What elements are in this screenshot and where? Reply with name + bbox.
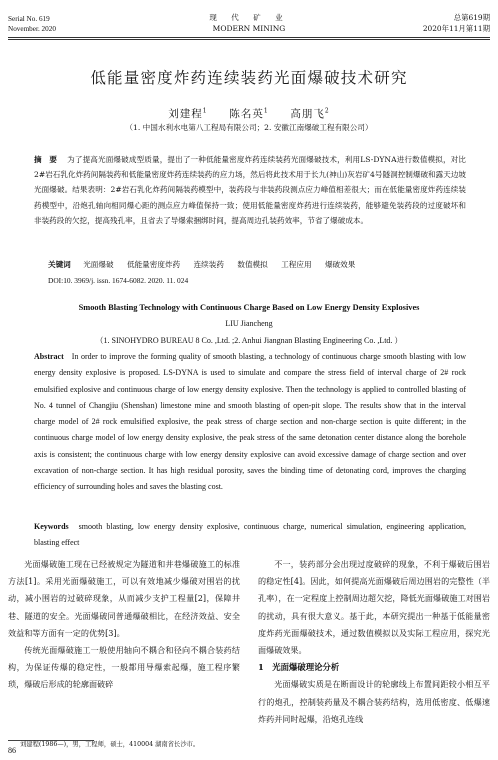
paper-title-cn: 低能量密度炸药连续装药光面爆破技术研究 (90, 69, 408, 87)
keywords-label-cn: 关键词 (48, 260, 71, 269)
body-paragraph: 不一，装药部分会出现过度破碎的现象，不利于爆破后围岩的稳定性[4]。因此，如何提高光面爆破后周边围岩的完整性（半孔率），在一定程度上控制周边超欠挖，降低光面爆破施工对围岩的扰动，具有很大意义。基于此，本研究提出一种基于低能量密度炸药光面爆破技术，通过数值模拟以及实际工程应用，探究光面爆破效果。 (258, 559, 490, 656)
affiliation-cn: （1. 中国水利水电第八工程局有限公司；2. 安徽江南爆破工程有限公司） (125, 123, 373, 132)
abstract-text-cn: 为了提高光面爆破成型质量，提出了一种低能量密度炸药连续装药光面爆破技术，利用LS-DYNA进行数值模拟，对比2#岩石乳化炸药间隔装药和低能量密度炸药连续装药的应力场，然后将此技术用于长九(神山)灰岩矿4号隧洞控制爆破和露天边坡光面爆破。结果表明：2#岩石乳化炸药间隔装药模型中，装药段与非装药段测点应力峰值相差很大；而在低能量密度炸药连续装药模型中，沿炮孔轴向相同爆心距的测点应力峰值保持一致；使用低能量密度炸药进行连续装药，能够避免装药段的过度破坏和非装药段的欠挖，提高残孔率，且省去了导爆索捆绑时间，提高周边孔装药效率，节省了爆破成本。 (34, 155, 467, 225)
body-paragraph: 传统光面爆破施工一般使用轴向不耦合和径向不耦合装药结构，为保证传爆的稳定性，一般都用导爆索起爆，施工程序繁琐，爆破后形成的轮廓面破碎 (8, 645, 240, 690)
section-heading: 1 光面爆破理论分析 (258, 662, 340, 673)
keyword: 连续装药 (193, 260, 224, 269)
body-column-right (258, 556, 490, 728)
keyword: 低能量密度炸药 (127, 260, 181, 269)
running-header-right (423, 12, 490, 34)
journal-name-en: MODERN MINING (212, 24, 286, 33)
abstract-label-en: Abstract (34, 352, 64, 361)
author-footnote: 刘建程(1986—)，男，工程师，硕士，410004 湖南省长沙市。 (20, 741, 200, 748)
author-name: 高朋飞 (290, 108, 325, 120)
page-number: 86 (8, 746, 16, 755)
issue-date-en: November. 2020 (8, 25, 56, 33)
author-name: 陈名英 (229, 108, 264, 120)
issue-number-cn: 总第619期 (453, 13, 490, 22)
keyword: 爆破效果 (324, 260, 356, 269)
serial-number: Serial No. 619 (8, 15, 50, 23)
abstract-cn (34, 152, 466, 228)
doi-link[interactable]: DOI:10. 3969/j. issn. 1674-6082. 2020. 11. 024 (48, 276, 189, 285)
issue-date-cn: 2020年11月第11期 (422, 24, 490, 33)
paper-title-en: Smooth Blasting Technology with Continuous Charge Based on Low Energy Density Explosives (78, 303, 420, 312)
abstract-en (34, 349, 466, 496)
keywords-label-en: Keywords (34, 522, 69, 531)
header-divider-thin (8, 39, 490, 40)
abstract-label-cn: 摘 要 (34, 155, 58, 164)
keyword: 工程应用 (281, 260, 312, 269)
keyword: 光面爆破 (83, 260, 114, 269)
body-column-left (8, 556, 240, 694)
keyword: 数值模拟 (237, 260, 268, 269)
keywords-text-en: smooth blasting, low energy density explosive, continuous charge, numerical simulation, engineering application, blasting effect (34, 522, 466, 547)
abstract-text-en: In order to improve the forming quality of smooth blasting, a technology of continuous charge smooth blasting with low energy density explosive is proposed. LS-DYNA is used to simulate and compare the stress field of interval charge of 2# rock emulsified explosive and continuous charge of low energy density explosive. Then the technology is applied to controlled blasting of No. 4 tunnel of Changjiu (Shenshan) limestone mine and smooth blasting of open-pit slope. The results show that in the interval charge model of 2# rock emulsified explosive, the peak stress of charge section and non-charge section is quite different; in the continuous charge model of low energy density explosive, the peak stress of the same detonation center distance along the borehole axis is consistent; the continuous charge with low energy density explosive can avoid excessive damage of charge section and over excavation of non-charge section. It has high residual porosity, saves the binding time of detonating cord, improves the charging efficiency of surrounding holes and saves the blasting cost. (34, 352, 466, 492)
affiliation-en: （1. SINOHYDRO BUREAU 8 Co. ,Ltd. ;2. Anhui Jiangnan Blasting Engineering Co. ,Ltd. ） (95, 336, 403, 345)
author-name-en: LIU Jiancheng (225, 319, 273, 328)
header-divider (8, 37, 490, 38)
body-paragraph: 光面爆破实质是在断面设计的轮廓线上布置间距较小相互平行的炮孔，控制装药量及不耦合装药结构，选用低密度、低爆速炸药并同时起爆，沿炮孔连线 (258, 679, 490, 724)
keywords-cn (48, 259, 366, 270)
author-name: 刘建程 (168, 108, 203, 120)
body-paragraph: 光面爆破施工现在已经被规定为隧道和井巷爆破施工的标准方法[1]。采用光面爆破施工，可以有效地减少爆破对围岩的扰动，减小围岩的过破碎现象，从而减少支护工程量[2]，保障井巷、隧道的安全。光面爆破同普通爆破相比，在经济效益、安全效益和等方面有一定的优势[3]。 (8, 559, 240, 638)
journal-name-cn: 现 代 矿 业 (209, 13, 289, 22)
keywords-en (34, 519, 466, 551)
author-list-cn: 刘建程$^1$ 陈名英$^1$ 高朋飞$^2$ (168, 107, 330, 120)
